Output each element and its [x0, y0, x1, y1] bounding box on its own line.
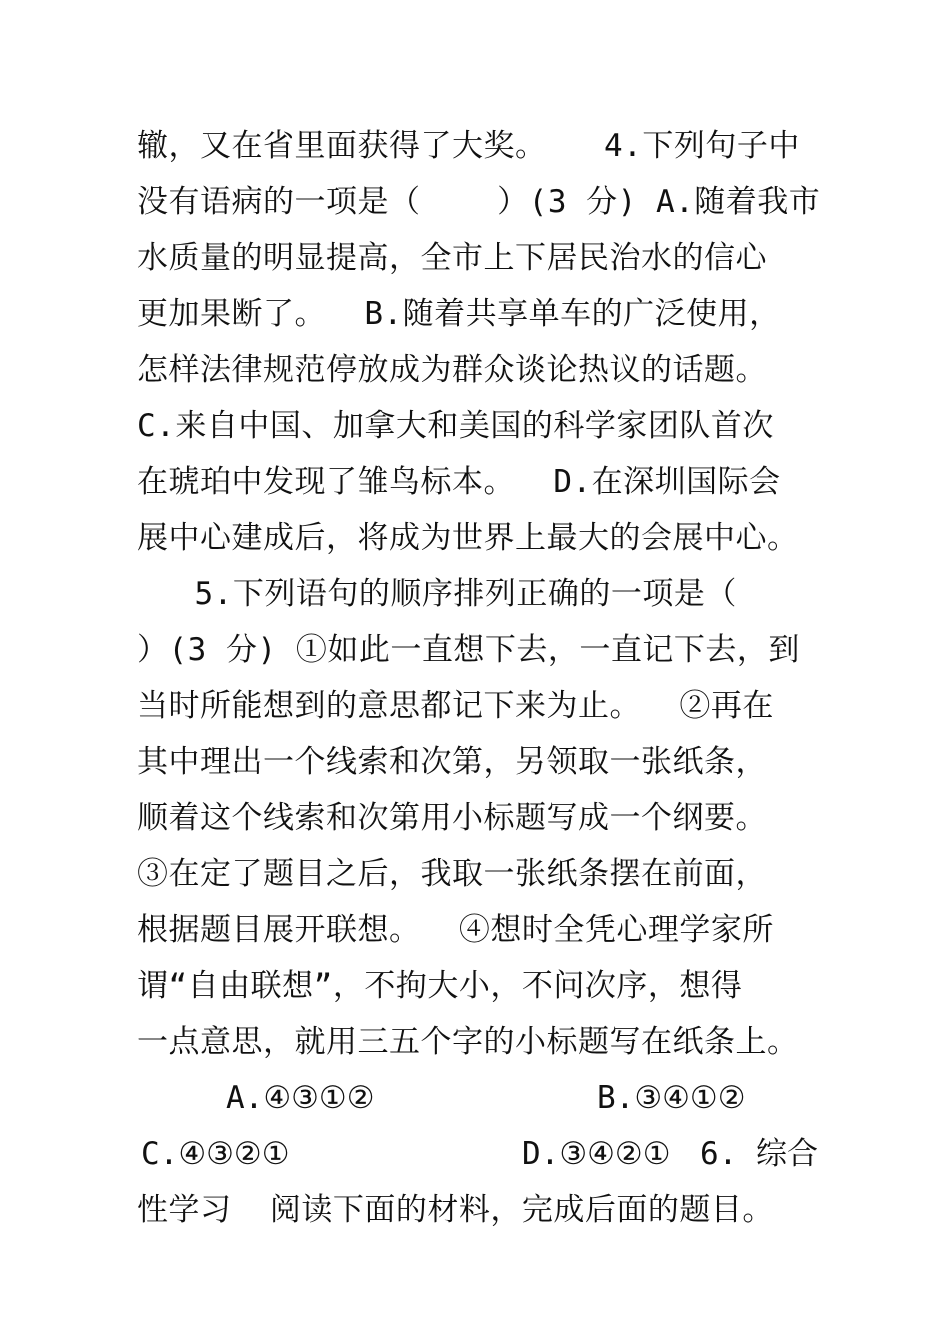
text-line-10: ）(3 分) ①如此一直想下去，一直记下去，到: [137, 632, 800, 668]
text-line-6: C.来自中国、加拿大和美国的科学家团队首次: [137, 408, 774, 444]
text-line-1: 辙，又在省里面获得了大奖。 4.下列句子中: [137, 128, 800, 164]
text-line-12: 其中理出一个线索和次第，另领取一张纸条，: [137, 744, 767, 780]
text-line-13: 顺着这个线索和次第用小标题写成一个纲要。: [137, 800, 767, 836]
text-line-16: 谓“自由联想”，不拘大小，不问次序，想得: [137, 968, 743, 1004]
text-line-2: 没有语病的一项是（ ）(3 分) A.随着我市: [137, 184, 821, 220]
text-line-last: 性学习 阅读下面的材料，完成后面的题目。: [137, 1192, 774, 1228]
question-6-start: 6. 综合: [700, 1136, 818, 1172]
text-line-11: 当时所能想到的意思都记下来为止。 ②再在: [137, 688, 774, 724]
text-line-9: 5.下列语句的顺序排列正确的一项是（: [137, 576, 737, 612]
option-b: B.③④①②: [597, 1080, 746, 1116]
text-line-14: ③在定了题目之后，我取一张纸条摆在前面，: [137, 856, 767, 892]
text-line-8: 展中心建成后，将成为世界上最大的会展中心。: [137, 520, 799, 556]
option-a: A.④③①②: [226, 1080, 375, 1116]
option-c: C.④③②①: [141, 1136, 290, 1172]
text-line-5: 怎样法律规范停放成为群众谈论热议的话题。: [137, 352, 767, 388]
text-line-17: 一点意思，就用三五个字的小标题写在纸条上。: [137, 1024, 799, 1060]
text-line-7: 在琥珀中发现了雏鸟标本。 D.在深圳国际会: [137, 464, 781, 500]
text-line-15: 根据题目展开联想。 ④想时全凭心理学家所: [137, 912, 774, 948]
text-line-3: 水质量的明显提高，全市上下居民治水的信心: [137, 240, 767, 276]
option-d: D.③④②①: [522, 1136, 671, 1172]
text-line-4: 更加果断了。 B.随着共享单车的广泛使用，: [137, 296, 781, 332]
